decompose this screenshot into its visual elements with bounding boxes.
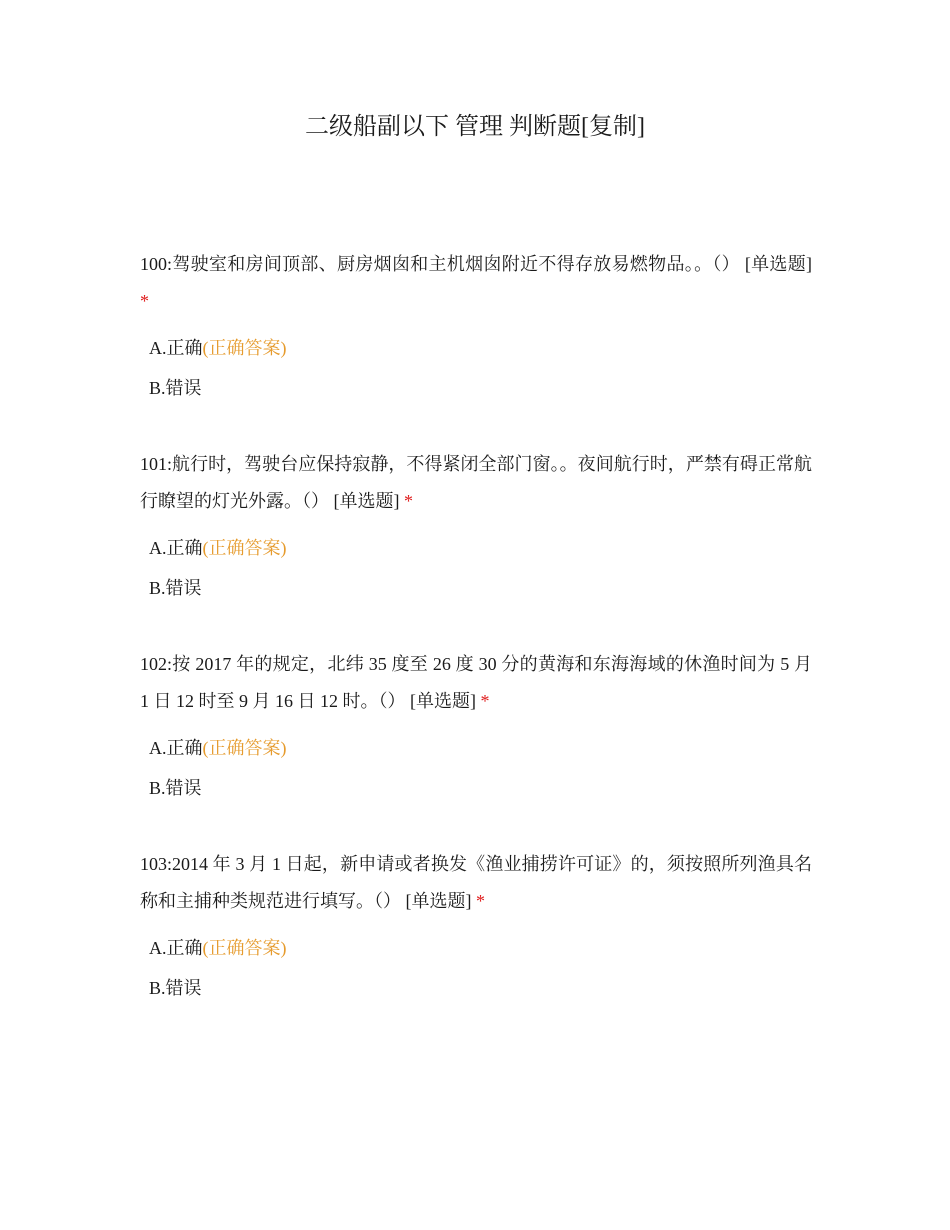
question-text: 101:航行时，驾驶台应保持寂静，不得紧闭全部门窗。。夜间航行时，严禁有碍正常航行瞭望的灯光外露。（） [单选题] * xyxy=(140,454,812,511)
required-mark: * xyxy=(480,691,490,711)
question-number: 103 xyxy=(140,854,167,874)
option-a[interactable] xyxy=(149,928,812,968)
option-label: 错误 xyxy=(165,778,202,798)
correct-answer-tag: (正确答案) xyxy=(202,938,287,958)
correct-answer-tag: (正确答案) xyxy=(202,338,287,358)
option-list xyxy=(140,728,812,808)
option-letter: B. xyxy=(149,978,166,998)
option-label: 错误 xyxy=(165,578,202,598)
question-body: 驾驶室和房间顶部、厨房烟囱和主机烟囱附近不得存放易燃物品。。（） xyxy=(172,254,740,274)
correct-answer-tag: (正确答案) xyxy=(202,738,287,758)
page-title: 二级船副以下 管理 判断题[复制] xyxy=(305,114,645,140)
option-label: 错误 xyxy=(165,978,202,998)
correct-answer-tag: (正确答案) xyxy=(202,538,287,558)
option-label: 正确 xyxy=(166,738,203,758)
question-text: 100:驾驶室和房间顶部、厨房烟囱和主机烟囱附近不得存放易燃物品。。（） [单选题] * xyxy=(140,254,813,311)
option-b[interactable] xyxy=(149,968,812,1008)
option-list xyxy=(140,928,812,1008)
question-block xyxy=(140,246,812,446)
question-number: 100 xyxy=(140,254,167,274)
question-number: 102 xyxy=(140,654,167,674)
question-body: 按 2017 年的规定，北纬 35 度至 26 度 30 分的黄海和东海海域的休渔时间为 5 月 1 日 12 时至 9 月 16 日 12 时。（） xyxy=(140,654,812,711)
option-a[interactable] xyxy=(149,528,812,568)
question-body: 2014 年 3 月 1 日起，新申请或者换发《渔业捕捞许可证》的，须按照所列渔具名称和主捕种类规范进行填写。（） xyxy=(140,854,812,911)
option-b[interactable] xyxy=(149,768,812,808)
question-text: 102:按 2017 年的规定，北纬 35 度至 26 度 30 分的黄海和东海海域的休渔时间为 5 月 1 日 12 时至 9 月 16 日 12 时。（） [单选题] * xyxy=(140,654,812,711)
question-list xyxy=(140,246,812,1046)
question-block xyxy=(140,446,812,646)
question-body: 航行时，驾驶台应保持寂静，不得紧闭全部门窗。。夜间航行时，严禁有碍正常航行瞭望的灯光外露。（） xyxy=(140,454,812,511)
option-a[interactable] xyxy=(149,328,812,368)
option-list xyxy=(140,528,812,608)
option-a[interactable] xyxy=(149,728,812,768)
required-mark: * xyxy=(140,291,149,311)
required-mark: * xyxy=(476,891,485,911)
option-letter: A. xyxy=(149,338,167,358)
question-type-label: [单选题] xyxy=(333,491,400,511)
option-letter: A. xyxy=(149,738,167,758)
option-letter: B. xyxy=(149,778,166,798)
question-number: 101 xyxy=(140,454,167,474)
option-label: 正确 xyxy=(166,938,203,958)
option-list xyxy=(140,328,812,408)
option-b[interactable] xyxy=(149,568,812,608)
question-block xyxy=(140,646,812,846)
option-letter: A. xyxy=(149,538,167,558)
option-letter: B. xyxy=(149,578,166,598)
required-mark: * xyxy=(404,491,413,511)
option-b[interactable] xyxy=(149,368,812,408)
question-block xyxy=(140,846,812,1046)
option-label: 正确 xyxy=(166,338,203,358)
question-type-label: [单选题] xyxy=(405,891,472,911)
option-letter: A. xyxy=(149,938,167,958)
option-letter: B. xyxy=(149,378,166,398)
option-label: 正确 xyxy=(166,538,203,558)
option-label: 错误 xyxy=(165,378,202,398)
question-type-label: [单选题] xyxy=(410,691,476,711)
question-type-label: [单选题] xyxy=(744,254,813,274)
question-text: 103:2014 年 3 月 1 日起，新申请或者换发《渔业捕捞许可证》的，须按照所列渔具名称和主捕种类规范进行填写。（） [单选题] * xyxy=(140,854,812,911)
